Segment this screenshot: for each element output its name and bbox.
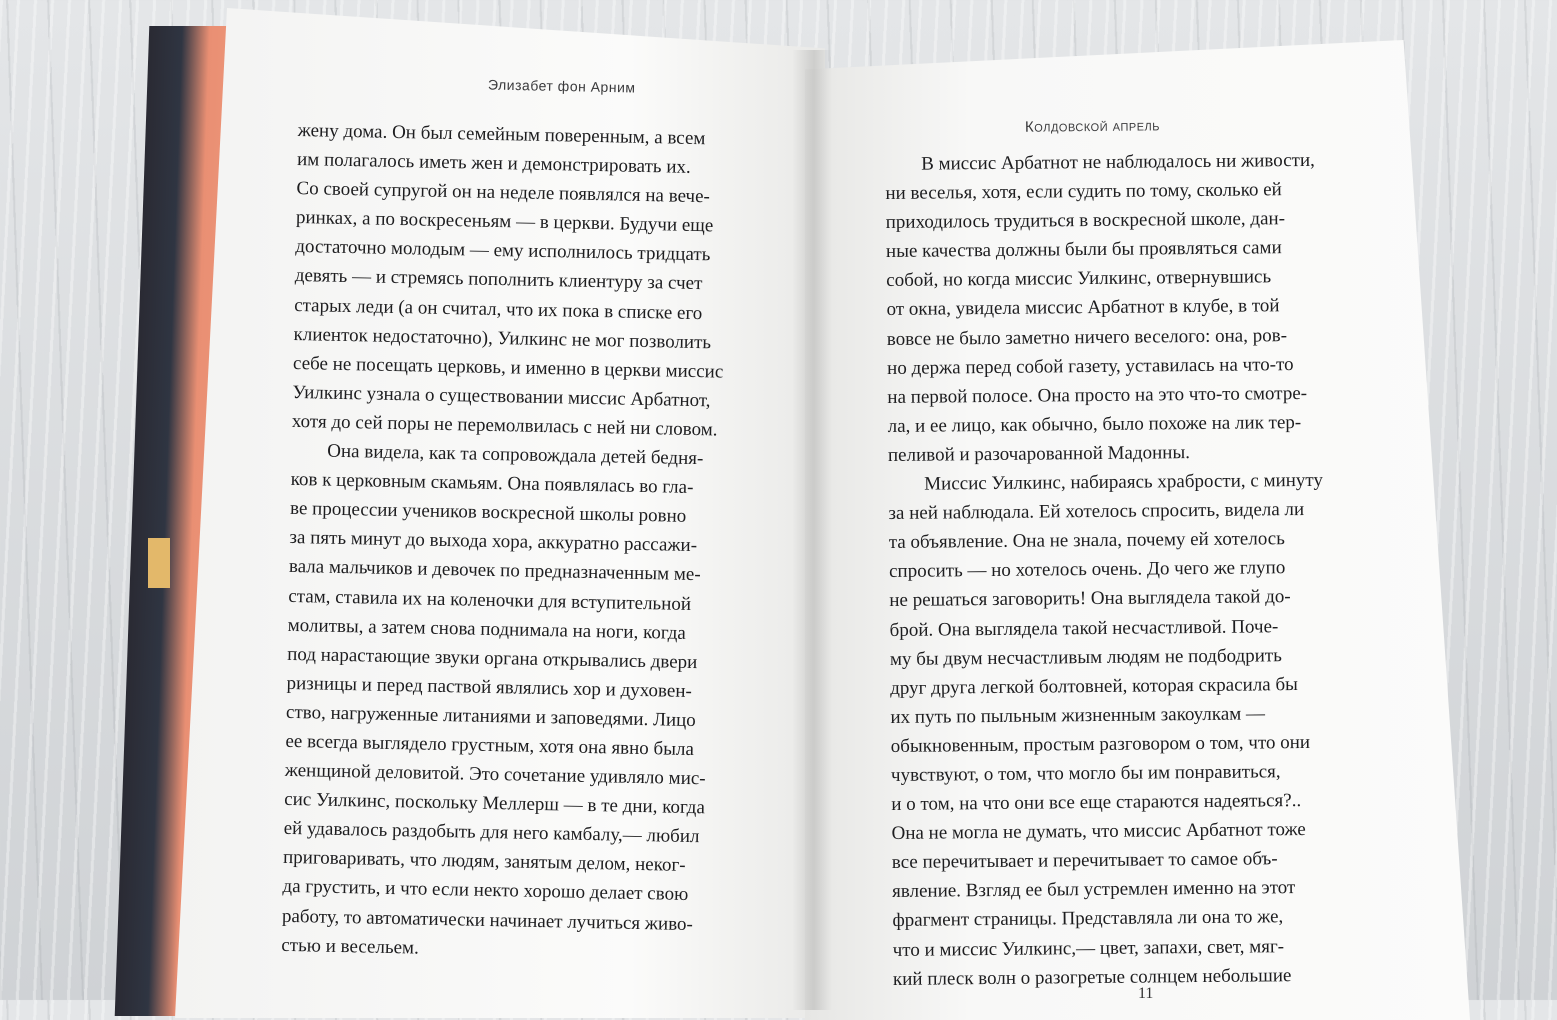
text-line: работу, то автоматически начинает лучиться живо- xyxy=(281,905,694,935)
text-line: ее всегда выглядело грустным, хотя она явно была xyxy=(285,730,695,761)
text-line: ризницы и перед паствой являлись хор и духовен- xyxy=(286,672,693,702)
text-line: кий плеск волн о разогретые солнцем небольшие xyxy=(892,964,1292,990)
text-line: Со своей супругой он на неделе появлялся на вече- xyxy=(296,178,711,208)
text-line: ве процессии учеников воскресной школы ровно xyxy=(289,498,687,528)
text-line: ла, и ее лицо, как обычно, было похоже на лик тер- xyxy=(887,411,1302,437)
text-line: за ней наблюдала. Ей хотелось спросить, видела ли xyxy=(888,499,1305,525)
text-line: ей удавалось раздобыть для него камбалу,— любил xyxy=(283,818,700,848)
text-line: обыкновенным, простым разговором о том, что они xyxy=(890,731,1311,757)
text-line: чувствуют, о том, что могло бы им понравиться, xyxy=(890,761,1281,786)
text-line: стью и весельем. xyxy=(281,934,420,959)
text-line: ни веселья, хотя, если судить по тому, сколько ей xyxy=(885,179,1282,205)
text-line: та объявление. Она не знала, почему ей хотелось xyxy=(888,528,1285,554)
text-line: фрагмент страницы. Представляла ли она то же, xyxy=(892,906,1284,932)
text-line: Она видела, как та сопровождала детей бедня- xyxy=(327,440,704,470)
text-line: им полагалось иметь жен и демонстрировать их. xyxy=(296,149,691,178)
text-line: ринках, а по воскресеньям — в церкви. Будучи еще xyxy=(295,207,714,237)
text-line: клиенток недостаточно), Уилкинс не мог позволить xyxy=(293,323,712,353)
text-line: достаточно молодым — ему исполнилось тридцать xyxy=(295,236,711,266)
text-line: брой. Она выглядела такой несчастливой. Поче- xyxy=(889,615,1279,641)
text-line: собой, но когда миссис Уилкинс, отвернувшись xyxy=(886,266,1272,292)
text-line: на первой полосе. Она просто на это что-то смотре- xyxy=(887,382,1308,408)
cover-detail xyxy=(148,538,170,588)
text-line: вовсе не было заметно ничего веселого: она, ров- xyxy=(886,324,1288,350)
text-line: В миссис Арбатнот не наблюдалось ни живости, xyxy=(921,149,1315,175)
text-line: хотя до сей поры не перемолвилась с ней ни словом. xyxy=(291,410,718,441)
text-line: женщиной деловитой. Это сочетание удивляло мис- xyxy=(284,759,706,790)
text-line: и о том, на что они все еще стараются надеяться?.. xyxy=(891,790,1302,816)
text-line: друг друга легкой болтовней, которая скрасила бы xyxy=(890,673,1298,699)
text-line: да грустить, и что если некто хорошо делает свою xyxy=(282,876,689,906)
text-line: приговаривать, что людям, занятым делом, неког- xyxy=(282,847,686,877)
text-line: что и миссис Уилкинс,— цвет, запахи, свет, мяг- xyxy=(892,935,1285,961)
text-line: приходилось трудиться в воскресной школе, дан- xyxy=(885,208,1286,234)
text-line: вала мальчиков и девочек по предназначенным ме- xyxy=(288,556,701,586)
text-line: все перечитывает и перечитывает то самое объ- xyxy=(891,848,1278,874)
text-line: жену дома. Он был семейным поверенным, а всем xyxy=(297,119,706,150)
left-page-header: Элизабет фон Арним xyxy=(487,76,636,96)
text-line: не решаться заговорить! Она выглядела такой до- xyxy=(889,586,1291,612)
text-line: себе не посещать церковь, и именно в церкви миссис xyxy=(292,352,724,383)
text-line: пеливой и разочарованной Мадонны. xyxy=(887,442,1191,466)
text-line: спросить — но хотелось очень. До чего же глупо xyxy=(888,557,1286,583)
text-line: ство, нагруженные литаниями и заповедями. Лицо xyxy=(285,701,697,731)
text-line: под нарастающие звуки органа открывались двери xyxy=(286,643,698,673)
text-line: Миссис Уилкинс, набираясь храбрости, с минуту xyxy=(924,469,1324,495)
right-page-text xyxy=(885,146,1328,994)
text-line: от окна, увидела миссис Арбатнот в клубе, в той xyxy=(886,295,1280,321)
text-line: ков к церковным скамьям. Она появлялась во гла- xyxy=(290,469,694,499)
text-line: му бы двум несчастливым людям не подбодрить xyxy=(889,644,1282,670)
page-number: 11 xyxy=(1138,985,1154,1002)
text-line: девять — и стремясь пополнить клиентуру за счет xyxy=(294,265,703,295)
text-line: Уилкинс узнала о существовании миссис Арбатнот, xyxy=(292,381,711,412)
text-line: стам, ставила их на коленочки для вступительной xyxy=(288,585,692,615)
text-line: ные качества должны были бы проявляться сами xyxy=(885,237,1282,263)
text-line: их путь по пыльным жизненным закоулкам — xyxy=(890,703,1266,728)
right-page-header: Колдовской апрель xyxy=(1024,117,1161,136)
text-line: но держа перед собой газету, уставилась на что-то xyxy=(886,353,1294,379)
text-line: старых леди (а он считал, что их пока в списке его xyxy=(293,294,703,324)
left-page-text xyxy=(281,116,728,968)
text-line: молитвы, а затем снова поднимала на ноги, когда xyxy=(287,614,687,644)
book-gutter xyxy=(792,50,832,1010)
text-line: сис Уилкинс, поскольку Меллерш — в те дни, когда xyxy=(284,789,706,819)
text-line: явление. Взгляд ее был устремлен именно на этот xyxy=(892,877,1296,903)
text-line: за пять минут до выхода хора, аккуратно рассажи- xyxy=(289,527,698,557)
text-line: Она не могла не думать, что миссис Арбатнот тоже xyxy=(891,819,1306,845)
